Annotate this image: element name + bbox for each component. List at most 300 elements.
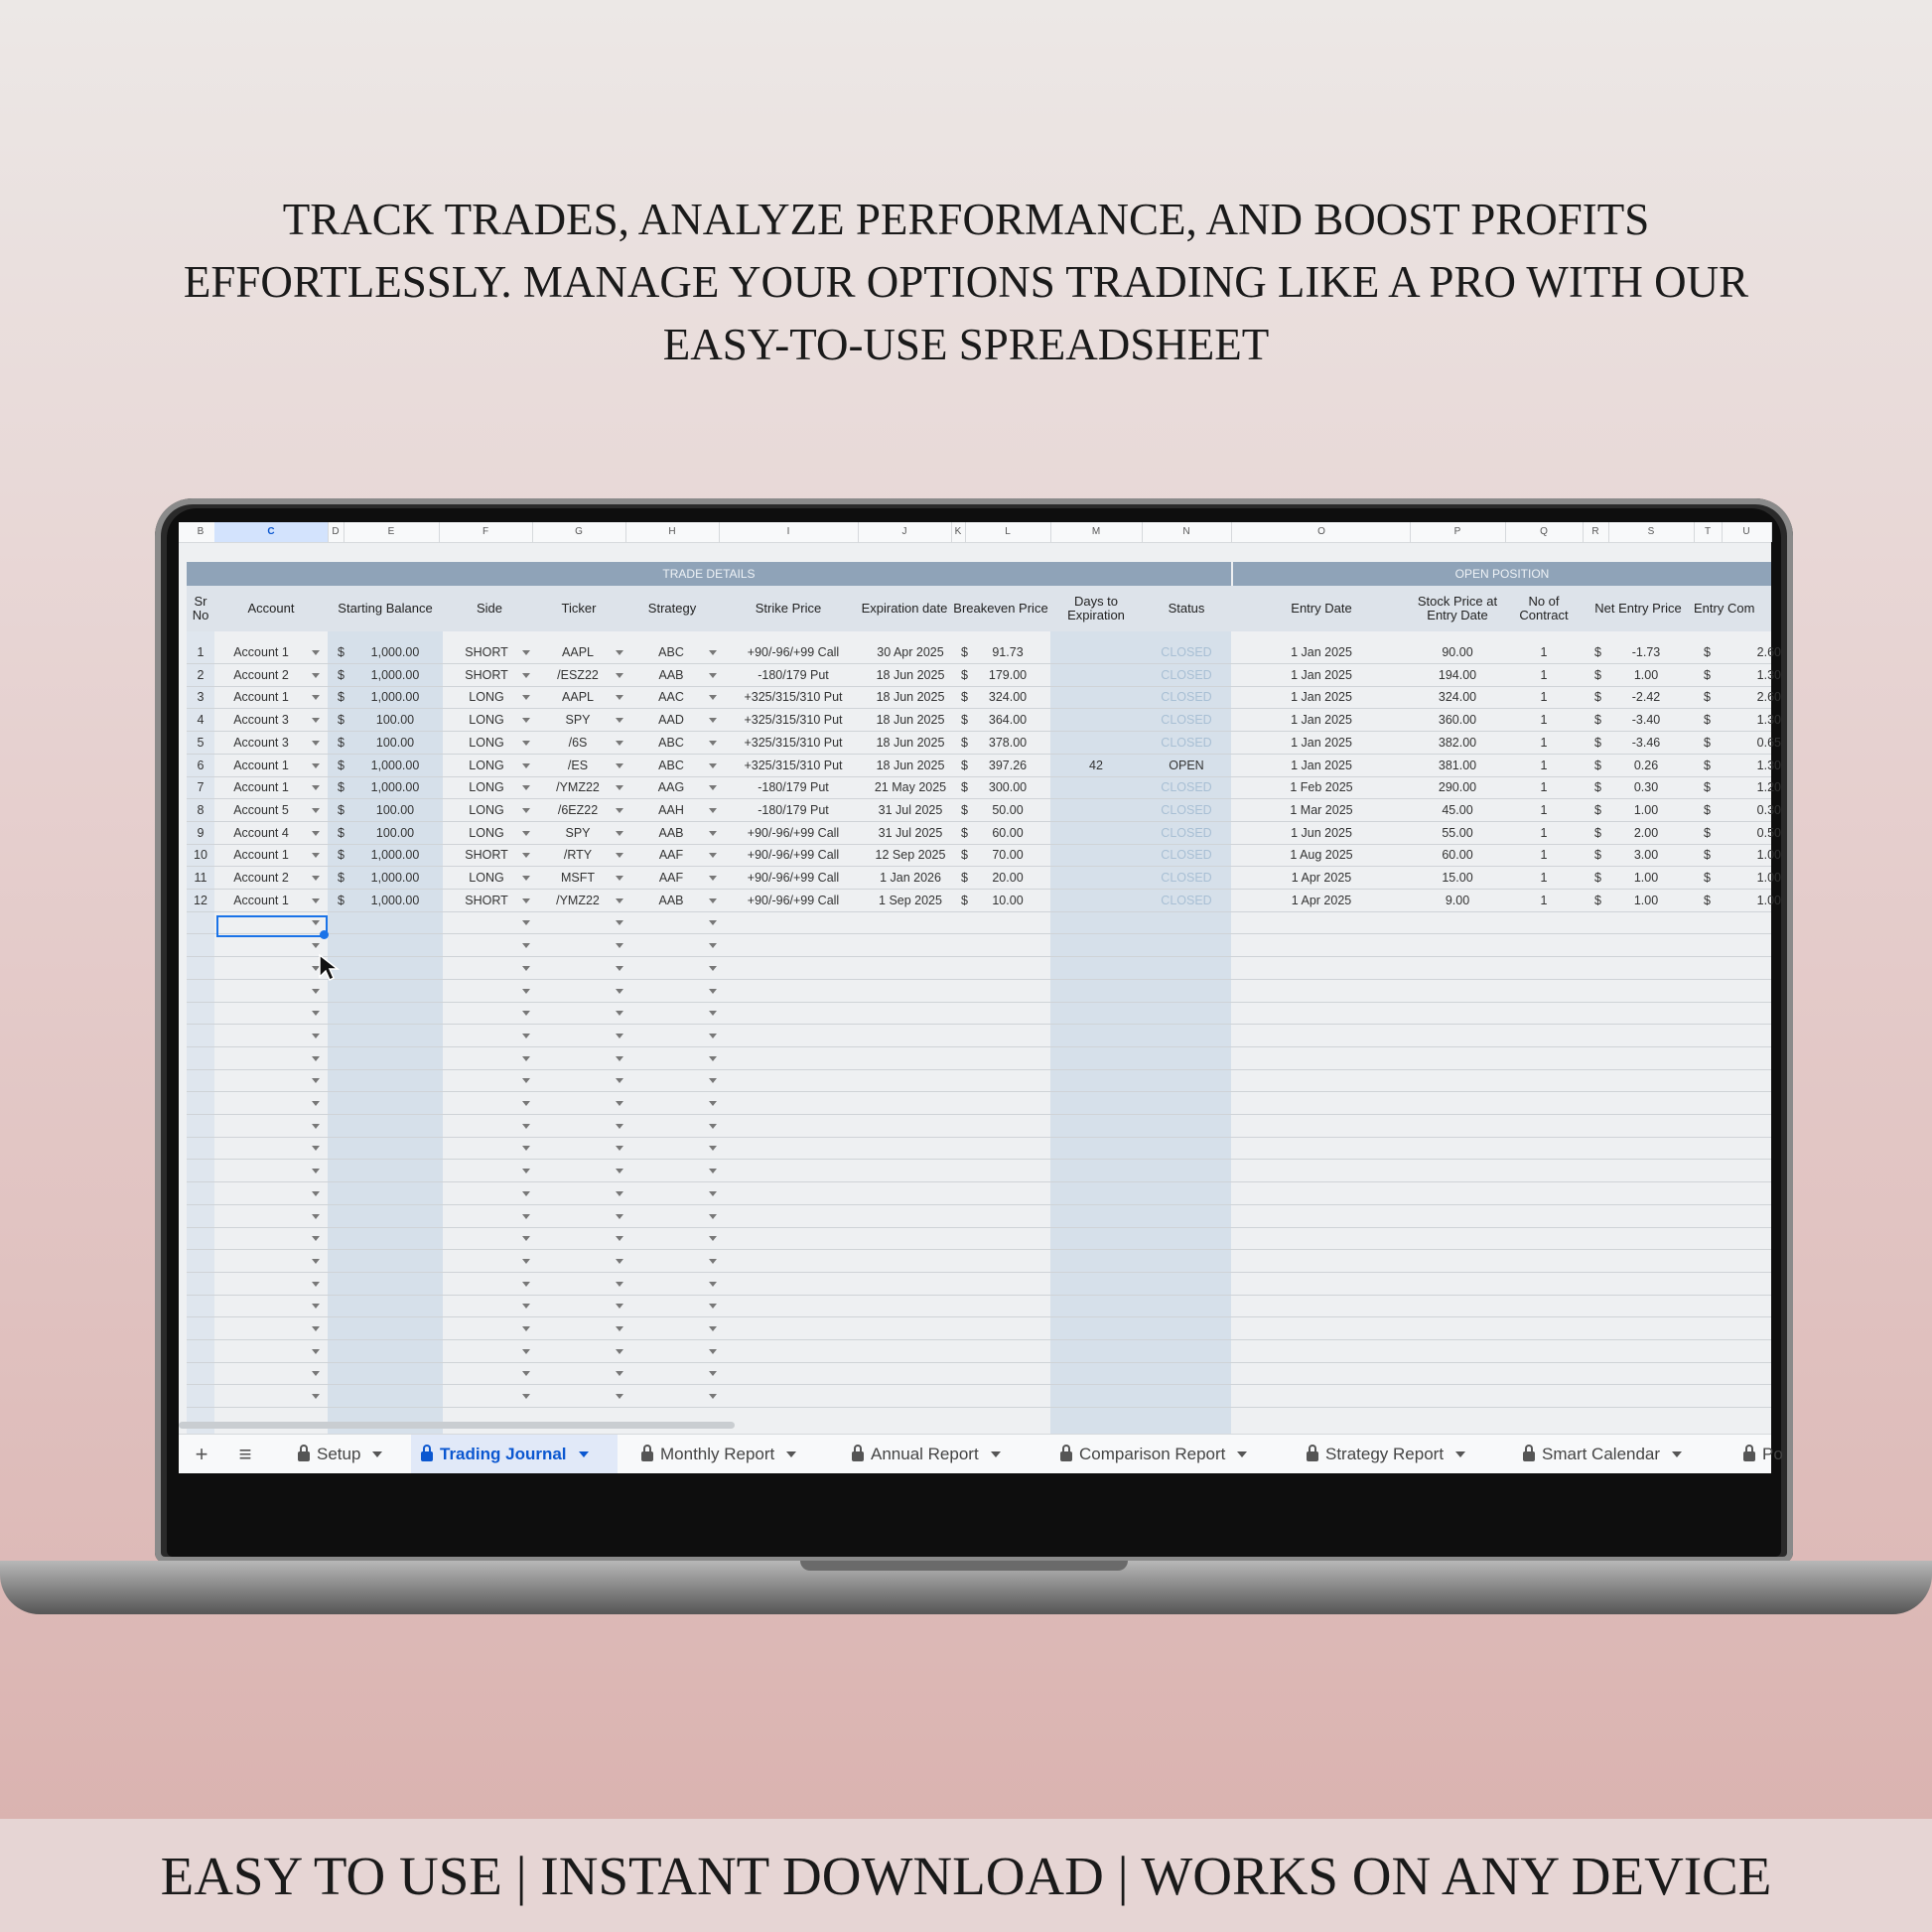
dropdown-arrow-icon[interactable] — [312, 695, 320, 700]
dropdown-arrow-icon[interactable] — [312, 673, 320, 678]
dropdown-arrow-icon[interactable] — [709, 1101, 717, 1106]
cell-ticker[interactable]: /RTY — [563, 848, 593, 863]
chevron-down-icon[interactable] — [786, 1451, 796, 1457]
cell-currency[interactable]: $ — [338, 848, 345, 863]
column-letter-u[interactable]: U — [1722, 522, 1772, 542]
cell-entry-date[interactable]: 1 Apr 2025 — [1291, 871, 1352, 885]
dropdown-arrow-icon[interactable] — [522, 1259, 530, 1264]
cell-starting-balance[interactable]: 1,000.00 — [370, 893, 420, 907]
cell-account[interactable]: Account 1 — [233, 645, 289, 659]
cell-ticker[interactable]: SPY — [565, 825, 591, 840]
cell-net-entry-price[interactable]: -1.73 — [1631, 645, 1661, 659]
cell-expiration-date[interactable]: 31 Jul 2025 — [878, 825, 943, 840]
dropdown-arrow-icon[interactable] — [312, 1169, 320, 1173]
cell-days-to-expiration[interactable] — [1050, 732, 1142, 754]
column-letter-m[interactable]: M — [1050, 522, 1143, 542]
cell-currency[interactable]: $ — [1594, 690, 1601, 705]
dropdown-arrow-icon[interactable] — [522, 989, 530, 994]
cell-currency[interactable]: $ — [961, 825, 968, 840]
cell-no-of-contract[interactable]: 1 — [1540, 645, 1548, 659]
cell-days-to-expiration[interactable] — [1050, 686, 1142, 708]
cell-entry-commission[interactable]: 1.00 — [1756, 893, 1781, 907]
cell-currency[interactable]: $ — [338, 871, 345, 885]
cell-breakeven-price[interactable]: 378.00 — [988, 735, 1028, 750]
cell-stock-price[interactable]: 290.00 — [1438, 780, 1477, 795]
column-letter-c[interactable]: C — [214, 522, 329, 542]
cell-days-to-expiration[interactable] — [1050, 867, 1142, 889]
dropdown-arrow-icon[interactable] — [312, 1191, 320, 1196]
dropdown-arrow-icon[interactable] — [616, 1326, 623, 1331]
cell-expiration-date[interactable]: 18 Jun 2025 — [876, 713, 945, 728]
dropdown-arrow-icon[interactable] — [616, 763, 623, 768]
cell-breakeven-price[interactable]: 10.00 — [992, 893, 1024, 907]
cell-entry-date[interactable]: 1 Jan 2025 — [1291, 690, 1352, 705]
dropdown-arrow-icon[interactable] — [312, 1236, 320, 1241]
dropdown-arrow-icon[interactable] — [709, 1394, 717, 1399]
dropdown-arrow-icon[interactable] — [522, 943, 530, 948]
cell-no-of-contract[interactable]: 1 — [1540, 690, 1548, 705]
dropdown-arrow-icon[interactable] — [522, 1146, 530, 1151]
cell-sr-no[interactable]: 3 — [197, 690, 205, 705]
cell-strike-price[interactable]: -180/179 Put — [758, 802, 829, 817]
dropdown-arrow-icon[interactable] — [522, 1282, 530, 1287]
cell-expiration-date[interactable]: 21 May 2025 — [874, 780, 947, 795]
sheet-tab-po[interactable] — [1733, 1435, 1793, 1473]
dropdown-arrow-icon[interactable] — [616, 1304, 623, 1309]
dropdown-arrow-icon[interactable] — [709, 650, 717, 655]
dropdown-arrow-icon[interactable] — [616, 1078, 623, 1083]
chevron-down-icon[interactable] — [991, 1451, 1001, 1457]
sheet-tab-trading-journal[interactable] — [411, 1435, 618, 1473]
dropdown-arrow-icon[interactable] — [522, 650, 530, 655]
dropdown-arrow-icon[interactable] — [616, 1282, 623, 1287]
sheet-tab-smart-calendar[interactable] — [1513, 1435, 1733, 1473]
cell-currency[interactable]: $ — [1594, 802, 1601, 817]
cell-stock-price[interactable]: 381.00 — [1438, 758, 1477, 772]
column-letter-f[interactable]: F — [439, 522, 533, 542]
cell-starting-balance[interactable]: 1,000.00 — [370, 758, 420, 772]
cell-stock-price[interactable]: 45.00 — [1442, 802, 1473, 817]
cell-starting-balance[interactable]: 1,000.00 — [370, 645, 420, 659]
cell-currency[interactable]: $ — [338, 825, 345, 840]
cell-starting-balance[interactable]: 1,000.00 — [370, 667, 420, 682]
dropdown-arrow-icon[interactable] — [522, 898, 530, 903]
sheet-tab-annual-report[interactable] — [842, 1435, 1050, 1473]
cell-side[interactable]: LONG — [469, 690, 504, 705]
dropdown-arrow-icon[interactable] — [312, 876, 320, 881]
column-letter-k[interactable]: K — [951, 522, 966, 542]
dropdown-arrow-icon[interactable] — [616, 785, 623, 790]
cell-entry-date[interactable]: 1 Jun 2025 — [1291, 825, 1352, 840]
cell-currency[interactable]: $ — [1594, 713, 1601, 728]
dropdown-arrow-icon[interactable] — [522, 741, 530, 746]
cell-expiration-date[interactable]: 18 Jun 2025 — [876, 667, 945, 682]
sheet-tab-strategy-report[interactable] — [1297, 1435, 1513, 1473]
cell-sr-no[interactable]: 10 — [194, 848, 207, 863]
cell-sr-no[interactable]: 2 — [197, 667, 205, 682]
cell-days-to-expiration[interactable] — [1050, 890, 1142, 911]
dropdown-arrow-icon[interactable] — [709, 898, 717, 903]
cell-entry-commission[interactable]: 1.30 — [1756, 758, 1781, 772]
dropdown-arrow-icon[interactable] — [616, 741, 623, 746]
cell-account[interactable]: Account 1 — [233, 780, 289, 795]
cell-breakeven-price[interactable]: 60.00 — [992, 825, 1024, 840]
cell-sr-no[interactable]: 9 — [197, 825, 205, 840]
cell-strike-price[interactable]: +90/-96/+99 Call — [747, 893, 840, 907]
dropdown-arrow-icon[interactable] — [709, 1124, 717, 1129]
dropdown-arrow-icon[interactable] — [312, 1259, 320, 1264]
dropdown-arrow-icon[interactable] — [312, 1282, 320, 1287]
cell-sr-no[interactable]: 7 — [197, 780, 205, 795]
cell-starting-balance[interactable]: 100.00 — [375, 825, 415, 840]
dropdown-arrow-icon[interactable] — [616, 1034, 623, 1038]
dropdown-arrow-icon[interactable] — [709, 943, 717, 948]
cell-days-to-expiration[interactable]: 42 — [1089, 758, 1103, 772]
dropdown-arrow-icon[interactable] — [709, 1214, 717, 1219]
cell-currency[interactable]: $ — [1704, 713, 1711, 728]
cell-starting-balance[interactable]: 100.00 — [375, 735, 415, 750]
dropdown-arrow-icon[interactable] — [522, 1056, 530, 1061]
cell-side[interactable]: LONG — [469, 871, 504, 885]
dropdown-arrow-icon[interactable] — [312, 1146, 320, 1151]
cell-account[interactable]: Account 1 — [233, 690, 289, 705]
dropdown-arrow-icon[interactable] — [616, 1191, 623, 1196]
dropdown-arrow-icon[interactable] — [522, 1394, 530, 1399]
dropdown-arrow-icon[interactable] — [709, 920, 717, 925]
selected-cell[interactable] — [216, 915, 328, 937]
cell-breakeven-price[interactable]: 397.26 — [988, 758, 1028, 772]
dropdown-arrow-icon[interactable] — [522, 1011, 530, 1016]
cell-breakeven-price[interactable]: 324.00 — [988, 690, 1028, 705]
cell-no-of-contract[interactable]: 1 — [1540, 802, 1548, 817]
cell-strategy[interactable]: AAG — [657, 780, 685, 795]
column-letter-j[interactable]: J — [858, 522, 952, 542]
cell-sr-no[interactable]: 6 — [197, 758, 205, 772]
dropdown-arrow-icon[interactable] — [522, 1078, 530, 1083]
dropdown-arrow-icon[interactable] — [616, 1394, 623, 1399]
cell-currency[interactable]: $ — [961, 758, 968, 772]
cell-entry-commission[interactable]: 2.60 — [1756, 645, 1781, 659]
dropdown-arrow-icon[interactable] — [312, 1124, 320, 1129]
dropdown-arrow-icon[interactable] — [709, 1056, 717, 1061]
dropdown-arrow-icon[interactable] — [312, 1371, 320, 1376]
cell-stock-price[interactable]: 324.00 — [1438, 690, 1477, 705]
dropdown-arrow-icon[interactable] — [616, 831, 623, 836]
cell-status[interactable]: CLOSED — [1161, 690, 1212, 705]
cell-ticker[interactable]: /YMZ22 — [556, 893, 600, 907]
dropdown-arrow-icon[interactable] — [616, 1124, 623, 1129]
cell-no-of-contract[interactable]: 1 — [1540, 848, 1548, 863]
dropdown-arrow-icon[interactable] — [312, 1056, 320, 1061]
dropdown-arrow-icon[interactable] — [522, 1214, 530, 1219]
dropdown-arrow-icon[interactable] — [709, 1259, 717, 1264]
cell-sr-no[interactable]: 5 — [197, 735, 205, 750]
cell-status[interactable]: CLOSED — [1161, 802, 1212, 817]
dropdown-arrow-icon[interactable] — [709, 1236, 717, 1241]
dropdown-arrow-icon[interactable] — [522, 763, 530, 768]
dropdown-arrow-icon[interactable] — [312, 718, 320, 723]
dropdown-arrow-icon[interactable] — [616, 1101, 623, 1106]
cell-status[interactable]: CLOSED — [1161, 645, 1212, 659]
cell-entry-commission[interactable]: 0.30 — [1756, 802, 1781, 817]
cell-account[interactable]: Account 3 — [233, 713, 289, 728]
cell-net-entry-price[interactable]: 2.00 — [1633, 825, 1659, 840]
cell-currency[interactable]: $ — [338, 893, 345, 907]
column-letter-e[interactable]: E — [344, 522, 440, 542]
all-sheets-menu-icon[interactable]: ≡ — [238, 1442, 252, 1466]
dropdown-arrow-icon[interactable] — [312, 1101, 320, 1106]
dropdown-arrow-icon[interactable] — [616, 1214, 623, 1219]
cell-currency[interactable]: $ — [961, 871, 968, 885]
dropdown-arrow-icon[interactable] — [709, 763, 717, 768]
cell-currency[interactable]: $ — [961, 893, 968, 907]
cell-currency[interactable]: $ — [1704, 871, 1711, 885]
dropdown-arrow-icon[interactable] — [522, 1124, 530, 1129]
cell-status[interactable]: CLOSED — [1161, 893, 1212, 907]
cell-no-of-contract[interactable]: 1 — [1540, 713, 1548, 728]
cell-expiration-date[interactable]: 31 Jul 2025 — [878, 802, 943, 817]
cell-ticker[interactable]: SPY — [565, 713, 591, 728]
cell-no-of-contract[interactable]: 1 — [1540, 893, 1548, 907]
dropdown-arrow-icon[interactable] — [522, 853, 530, 858]
dropdown-arrow-icon[interactable] — [312, 989, 320, 994]
cell-starting-balance[interactable]: 1,000.00 — [370, 690, 420, 705]
dropdown-arrow-icon[interactable] — [522, 785, 530, 790]
cell-entry-commission[interactable]: 1.00 — [1756, 848, 1781, 863]
cell-breakeven-price[interactable]: 91.73 — [992, 645, 1024, 659]
dropdown-arrow-icon[interactable] — [709, 1011, 717, 1016]
cell-net-entry-price[interactable]: 0.26 — [1633, 758, 1659, 772]
cell-expiration-date[interactable]: 1 Jan 2026 — [880, 871, 941, 885]
cell-status[interactable]: CLOSED — [1161, 713, 1212, 728]
cell-currency[interactable]: $ — [1594, 780, 1601, 795]
cell-currency[interactable]: $ — [338, 735, 345, 750]
cell-sr-no[interactable]: 8 — [197, 802, 205, 817]
cell-stock-price[interactable]: 9.00 — [1445, 893, 1470, 907]
cell-net-entry-price[interactable]: 1.00 — [1633, 871, 1659, 885]
cell-stock-price[interactable]: 360.00 — [1438, 713, 1477, 728]
dropdown-arrow-icon[interactable] — [616, 898, 623, 903]
cell-breakeven-price[interactable]: 179.00 — [988, 667, 1028, 682]
dropdown-arrow-icon[interactable] — [616, 1146, 623, 1151]
cell-breakeven-price[interactable]: 364.00 — [988, 713, 1028, 728]
dropdown-arrow-icon[interactable] — [312, 1011, 320, 1016]
dropdown-arrow-icon[interactable] — [616, 1371, 623, 1376]
cell-days-to-expiration[interactable] — [1050, 641, 1142, 663]
cell-entry-date[interactable]: 1 Aug 2025 — [1290, 848, 1353, 863]
cell-currency[interactable]: $ — [1594, 735, 1601, 750]
cell-starting-balance[interactable]: 1,000.00 — [370, 780, 420, 795]
dropdown-arrow-icon[interactable] — [522, 695, 530, 700]
cell-strike-price[interactable]: +325/315/310 Put — [744, 713, 843, 728]
cell-side[interactable]: SHORT — [465, 893, 508, 907]
cell-entry-date[interactable]: 1 Feb 2025 — [1290, 780, 1353, 795]
cell-currency[interactable]: $ — [1704, 735, 1711, 750]
dropdown-arrow-icon[interactable] — [312, 831, 320, 836]
cell-sr-no[interactable]: 1 — [197, 645, 205, 659]
cell-currency[interactable]: $ — [1594, 893, 1601, 907]
cell-stock-price[interactable]: 15.00 — [1442, 871, 1473, 885]
dropdown-arrow-icon[interactable] — [616, 853, 623, 858]
dropdown-arrow-icon[interactable] — [709, 1169, 717, 1173]
cell-currency[interactable]: $ — [338, 690, 345, 705]
cell-currency[interactable]: $ — [961, 645, 968, 659]
dropdown-arrow-icon[interactable] — [522, 1326, 530, 1331]
column-letter-i[interactable]: I — [719, 522, 859, 542]
cell-entry-date[interactable]: 1 Jan 2025 — [1291, 713, 1352, 728]
cell-strike-price[interactable]: +90/-96/+99 Call — [747, 871, 840, 885]
cell-currency[interactable]: $ — [1594, 871, 1601, 885]
cell-entry-commission[interactable]: 1.30 — [1756, 667, 1781, 682]
cell-ticker[interactable]: MSFT — [560, 871, 596, 885]
column-letter-r[interactable]: R — [1583, 522, 1609, 542]
cell-days-to-expiration[interactable] — [1050, 776, 1142, 798]
cell-strategy[interactable]: AAB — [658, 825, 684, 840]
dropdown-arrow-icon[interactable] — [312, 763, 320, 768]
cell-stock-price[interactable]: 382.00 — [1438, 735, 1477, 750]
cell-currency[interactable]: $ — [961, 735, 968, 750]
cell-account[interactable]: Account 1 — [233, 848, 289, 863]
dropdown-arrow-icon[interactable] — [312, 785, 320, 790]
cell-days-to-expiration[interactable] — [1050, 799, 1142, 821]
cell-breakeven-price[interactable]: 50.00 — [992, 802, 1024, 817]
cell-status[interactable]: OPEN — [1169, 758, 1204, 772]
dropdown-arrow-icon[interactable] — [522, 1236, 530, 1241]
cell-entry-date[interactable]: 1 Mar 2025 — [1290, 802, 1353, 817]
cell-strategy[interactable]: ABC — [658, 758, 684, 772]
cell-ticker[interactable]: AAPL — [562, 690, 594, 705]
cell-currency[interactable]: $ — [1704, 780, 1711, 795]
cell-net-entry-price[interactable]: 1.00 — [1633, 893, 1659, 907]
dropdown-arrow-icon[interactable] — [709, 1326, 717, 1331]
cell-status[interactable]: CLOSED — [1161, 871, 1212, 885]
cell-stock-price[interactable]: 90.00 — [1442, 645, 1473, 659]
cell-strike-price[interactable]: +325/315/310 Put — [744, 735, 843, 750]
cell-status[interactable]: CLOSED — [1161, 667, 1212, 682]
cell-no-of-contract[interactable]: 1 — [1540, 758, 1548, 772]
dropdown-arrow-icon[interactable] — [709, 989, 717, 994]
cell-entry-commission[interactable]: 1.20 — [1756, 780, 1781, 795]
cell-strategy[interactable]: AAB — [658, 893, 684, 907]
chevron-down-icon[interactable] — [372, 1451, 382, 1457]
cell-entry-commission[interactable]: 2.60 — [1756, 690, 1781, 705]
column-letter-l[interactable]: L — [965, 522, 1051, 542]
cell-strategy[interactable]: AAB — [658, 667, 684, 682]
cell-currency[interactable]: $ — [338, 667, 345, 682]
cell-account[interactable]: Account 1 — [233, 758, 289, 772]
cell-side[interactable]: LONG — [469, 735, 504, 750]
cell-strike-price[interactable]: +90/-96/+99 Call — [747, 825, 840, 840]
column-letter-d[interactable]: D — [328, 522, 345, 542]
cell-net-entry-price[interactable]: -3.40 — [1631, 713, 1661, 728]
dropdown-arrow-icon[interactable] — [709, 1282, 717, 1287]
dropdown-arrow-icon[interactable] — [312, 1078, 320, 1083]
dropdown-arrow-icon[interactable] — [709, 1304, 717, 1309]
dropdown-arrow-icon[interactable] — [616, 808, 623, 813]
dropdown-arrow-icon[interactable] — [522, 966, 530, 971]
cell-no-of-contract[interactable]: 1 — [1540, 667, 1548, 682]
dropdown-arrow-icon[interactable] — [709, 1078, 717, 1083]
dropdown-arrow-icon[interactable] — [616, 1011, 623, 1016]
cell-currency[interactable]: $ — [338, 713, 345, 728]
cell-account[interactable]: Account 2 — [233, 871, 289, 885]
column-letter-g[interactable]: G — [532, 522, 626, 542]
dropdown-arrow-icon[interactable] — [709, 1146, 717, 1151]
cell-net-entry-price[interactable]: -3.46 — [1631, 735, 1661, 750]
dropdown-arrow-icon[interactable] — [312, 943, 320, 948]
cell-no-of-contract[interactable]: 1 — [1540, 735, 1548, 750]
dropdown-arrow-icon[interactable] — [616, 695, 623, 700]
cell-strike-price[interactable]: +325/315/310 Put — [744, 690, 843, 705]
dropdown-arrow-icon[interactable] — [522, 1304, 530, 1309]
cell-side[interactable]: SHORT — [465, 667, 508, 682]
dropdown-arrow-icon[interactable] — [522, 876, 530, 881]
cell-currency[interactable]: $ — [338, 645, 345, 659]
dropdown-arrow-icon[interactable] — [709, 1371, 717, 1376]
cell-currency[interactable]: $ — [338, 780, 345, 795]
dropdown-arrow-icon[interactable] — [616, 943, 623, 948]
cell-sr-no[interactable]: 11 — [194, 871, 207, 885]
dropdown-arrow-icon[interactable] — [522, 831, 530, 836]
chevron-down-icon[interactable] — [579, 1451, 589, 1457]
cell-ticker[interactable]: /YMZ22 — [556, 780, 600, 795]
dropdown-arrow-icon[interactable] — [709, 785, 717, 790]
cell-currency[interactable]: $ — [1704, 893, 1711, 907]
dropdown-arrow-icon[interactable] — [522, 1169, 530, 1173]
cell-entry-commission[interactable]: 1.00 — [1756, 871, 1781, 885]
cell-account[interactable]: Account 1 — [233, 893, 289, 907]
column-letter-o[interactable]: O — [1233, 522, 1411, 542]
cell-currency[interactable]: $ — [338, 802, 345, 817]
chevron-down-icon[interactable] — [1237, 1451, 1247, 1457]
cell-status[interactable]: CLOSED — [1161, 735, 1212, 750]
dropdown-arrow-icon[interactable] — [616, 650, 623, 655]
cell-side[interactable]: SHORT — [465, 848, 508, 863]
cell-days-to-expiration[interactable] — [1050, 664, 1142, 686]
chevron-down-icon[interactable] — [1455, 1451, 1465, 1457]
horizontal-scrollbar[interactable] — [179, 1422, 735, 1429]
dropdown-arrow-icon[interactable] — [522, 718, 530, 723]
cell-currency[interactable]: $ — [1704, 667, 1711, 682]
cell-stock-price[interactable]: 55.00 — [1442, 825, 1473, 840]
dropdown-arrow-icon[interactable] — [312, 808, 320, 813]
dropdown-arrow-icon[interactable] — [312, 1326, 320, 1331]
cell-stock-price[interactable]: 194.00 — [1438, 667, 1477, 682]
cell-strategy[interactable]: AAD — [658, 713, 684, 728]
cell-expiration-date[interactable]: 1 Sep 2025 — [879, 893, 942, 907]
cell-strike-price[interactable]: +90/-96/+99 Call — [747, 848, 840, 863]
dropdown-arrow-icon[interactable] — [616, 1056, 623, 1061]
dropdown-arrow-icon[interactable] — [709, 876, 717, 881]
cell-currency[interactable]: $ — [1594, 758, 1601, 772]
cell-starting-balance[interactable]: 100.00 — [375, 713, 415, 728]
cell-entry-date[interactable]: 1 Apr 2025 — [1291, 893, 1352, 907]
cell-status[interactable]: CLOSED — [1161, 825, 1212, 840]
cell-expiration-date[interactable]: 12 Sep 2025 — [875, 848, 946, 863]
cell-no-of-contract[interactable]: 1 — [1540, 780, 1548, 795]
column-letter-h[interactable]: H — [625, 522, 720, 542]
dropdown-arrow-icon[interactable] — [616, 1259, 623, 1264]
cell-net-entry-price[interactable]: 1.00 — [1633, 667, 1659, 682]
cell-entry-date[interactable]: 1 Jan 2025 — [1291, 735, 1352, 750]
cell-ticker[interactable]: /ESZ22 — [557, 667, 599, 682]
fill-handle[interactable] — [320, 930, 329, 939]
dropdown-arrow-icon[interactable] — [522, 808, 530, 813]
cell-entry-commission[interactable]: 0.50 — [1756, 825, 1781, 840]
cell-currency[interactable]: $ — [961, 713, 968, 728]
dropdown-arrow-icon[interactable] — [312, 898, 320, 903]
dropdown-arrow-icon[interactable] — [522, 1349, 530, 1354]
